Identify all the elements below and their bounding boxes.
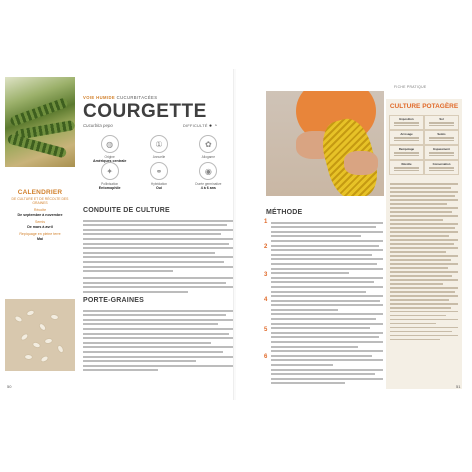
latin-name: Cucurbita pepo xyxy=(83,123,113,128)
difficulty-icon: ● ◔ xyxy=(209,123,218,129)
section-title-porte-graines: PORTE-GRAINES xyxy=(83,297,144,304)
culture-text xyxy=(83,217,233,296)
tips-grid: Exposition Sol Arrosage Semis Rempotage Espacement Récolte Conservation xyxy=(389,115,459,175)
category-kicker: VOIE HUMIDE CUCURBITACÉES xyxy=(83,95,158,100)
step-number: 4 xyxy=(264,297,268,303)
allogamy-icon: ✿ xyxy=(199,135,217,153)
step-number: 1 xyxy=(264,219,268,225)
culture-potagere-box xyxy=(386,99,462,389)
box-title: CULTURE POTAGÈRE xyxy=(389,103,459,110)
bee-icon: ✦ xyxy=(101,162,119,180)
method-title: MÉTHODE xyxy=(266,209,303,216)
porte-graines-text xyxy=(83,307,233,374)
step-number: 5 xyxy=(264,327,268,333)
box-text xyxy=(386,181,462,343)
seed-icon: ◉ xyxy=(199,162,217,180)
hands-zucchini-photo xyxy=(266,91,384,196)
running-header: FICHE PRATIQUE xyxy=(394,85,427,89)
step-number: 3 xyxy=(264,272,268,278)
step-number: 6 xyxy=(264,354,268,360)
globe-icon: ◍ xyxy=(101,135,119,153)
step-number: 2 xyxy=(264,244,268,250)
right-page xyxy=(236,69,467,400)
page-title: COURGETTE xyxy=(83,101,207,122)
difficulty: DIFFICULTÉ ● ◔ xyxy=(183,123,218,129)
section-title-culture: CONDUITE DE CULTURE xyxy=(83,207,170,214)
method-text xyxy=(271,219,383,387)
info-row-2: ✦ Pollinisation Entomophile ⚭ Hybridation Oui ◉ Durée germinative 4 à 6 ans xyxy=(85,162,233,190)
zucchini-photo xyxy=(5,77,75,167)
page-number-right: 51 xyxy=(456,384,461,389)
calendar: CALENDRIER DE CULTURE ET DE RÉCOLTE DES GRAINES Récolte De septembre à novembre Semis De mars à avril Repiquage en pleine terre Mai xyxy=(11,189,69,241)
seeds-photo xyxy=(5,299,75,371)
left-page xyxy=(5,69,234,400)
page-number-left: 50 xyxy=(7,384,12,389)
annual-icon: ① xyxy=(150,135,168,153)
hybrid-icon: ⚭ xyxy=(150,162,168,180)
info-row-1: ◍ Origine Amériques centrale ① Annuelle ✿ Allogame xyxy=(85,135,233,163)
